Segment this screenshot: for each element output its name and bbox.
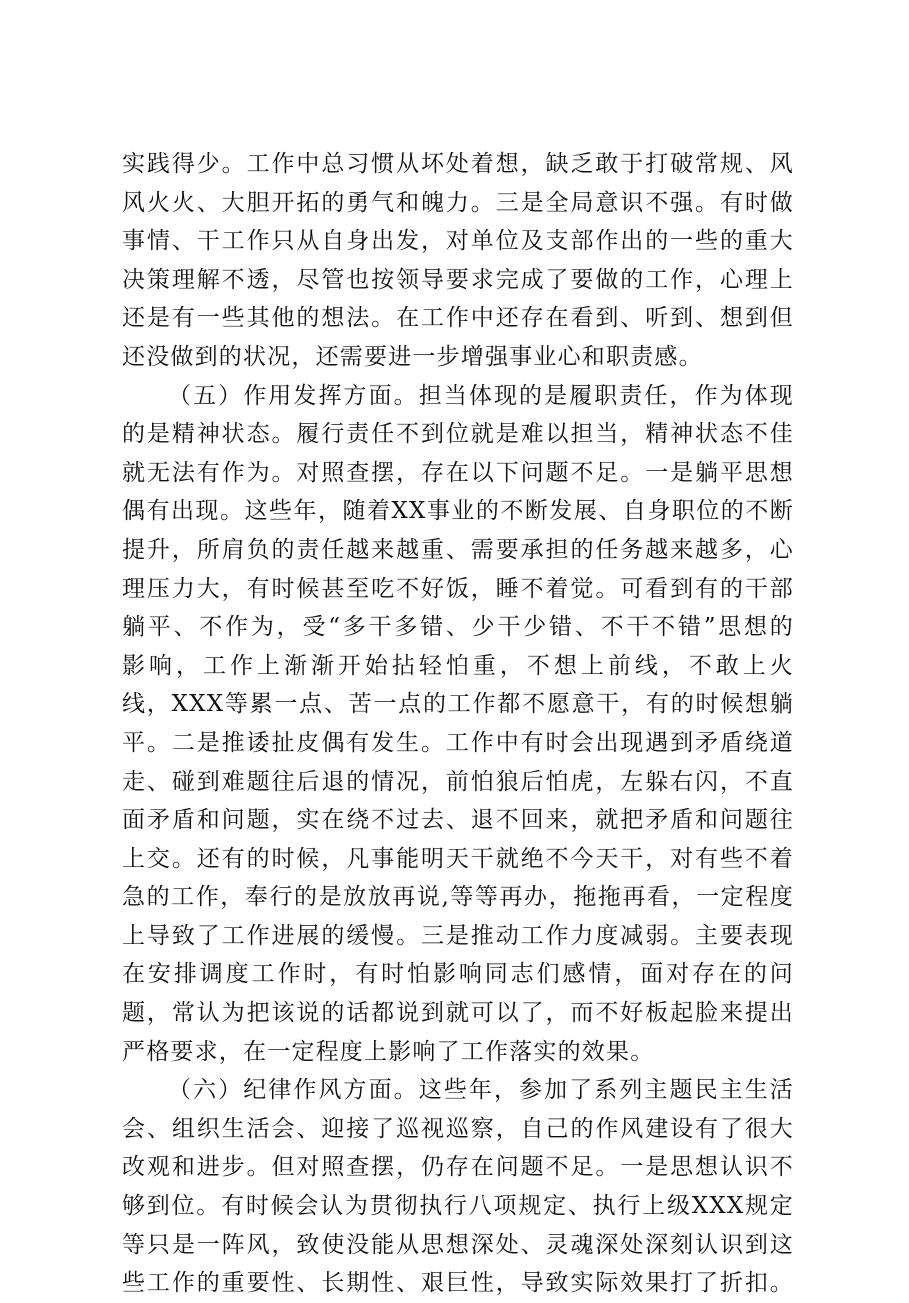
- paragraph-section-five: [122, 377, 794, 1072]
- text-line: 题，常认为把该说的话都说到就可以了，而不好板起脸来提出: [122, 1000, 794, 1027]
- text-line: 理压力大，有时候甚至吃不好饭，睡不着觉。可看到有的干部: [122, 575, 794, 602]
- text-line: 事情、干工作只从自身出发，对单位及支部作出的一些的重大: [122, 228, 794, 255]
- text-line: 够到位。有时候会认为贯彻执行八项规定、执行上级XXX规定: [122, 1193, 794, 1220]
- text-line: 还没做到的状况，还需要进一步增强事业心和职责感。: [122, 343, 703, 370]
- text-line: 面矛盾和问题，实在绕不过去、退不回来，就把矛盾和问题往: [122, 807, 794, 834]
- text-line: 走、碰到难题往后退的情况，前怕狼后怕虎，左躲右闪，不直: [122, 768, 794, 795]
- section-heading-line: （六）纪律作风方面。这些年，参加了系列主题民主生活: [168, 1077, 794, 1104]
- text-line: 躺平、不作为，受“多干多错、少干少错、不干不错”思想的: [122, 614, 794, 641]
- text-line: 提升，所肩负的责任越来越重、需要承担的任务越来越多，心: [122, 536, 794, 563]
- text-line: 的是精神状态。履行责任不到位就是难以担当，精神状态不佳: [122, 421, 794, 448]
- text-line: 决策理解不透，尽管也按领导要求完成了要做的工作，心理上: [122, 266, 794, 293]
- text-line: 改观和进步。但对照查摆，仍存在问题不足。一是思想认识不: [122, 1154, 794, 1181]
- paragraph-section-six: [122, 1071, 794, 1303]
- document-body: [122, 145, 794, 1303]
- text-line: 线，XXX等累一点、苦一点的工作都不愿意干，有的时候想躺: [122, 691, 794, 718]
- text-line: 急的工作，奉行的是放放再说,等等再办，拖拖再看，一定程度: [122, 884, 794, 911]
- text-line: 上交。还有的时候，凡事能明天干就绝不今天干，对有些不着: [122, 845, 794, 872]
- text-line: 在安排调度工作时，有时怕影响同志们感情，面对存在的问: [122, 961, 794, 988]
- text-line: 平。二是推诿扯皮偶有发生。工作中有时会出现遇到矛盾绕道: [122, 729, 794, 756]
- text-line: 些工作的重要性、长期性、艰巨性，导致实际效果打了折扣。: [122, 1270, 794, 1297]
- text-line: 实践得少。工作中总习惯从坏处着想，缺乏敢于打破常规、风: [122, 151, 794, 177]
- text-line: 就无法有作为。对照查摆，存在以下问题不足。一是躺平思想: [122, 459, 794, 486]
- text-line: 还是有一些其他的想法。在工作中还存在看到、听到、想到但: [122, 305, 794, 332]
- text-line: 会、组织生活会、迎接了巡视巡察，自己的作风建设有了很大: [122, 1115, 794, 1142]
- text-line: 严格要求，在一定程度上影响了工作落实的效果。: [122, 1038, 655, 1065]
- text-line: 偶有出现。这些年，随着XX事业的不断发展、自身职位的不断: [122, 498, 794, 525]
- paragraph-continued: [122, 145, 794, 377]
- text-line: 风火火、大胆开拓的勇气和魄力。三是全局意识不强。有时做: [122, 189, 794, 216]
- text-line: 等只是一阵风，致使没能从思想深处、灵魂深处深刻认识到这: [122, 1231, 794, 1258]
- text-line: 上导致了工作进展的缓慢。三是推动工作力度减弱。主要表现: [122, 922, 794, 949]
- section-heading-line: （五）作用发挥方面。担当体现的是履职责任，作为体现: [168, 382, 794, 409]
- text-line: 影响，工作上渐渐开始拈轻怕重，不想上前线，不敢上火: [122, 652, 794, 679]
